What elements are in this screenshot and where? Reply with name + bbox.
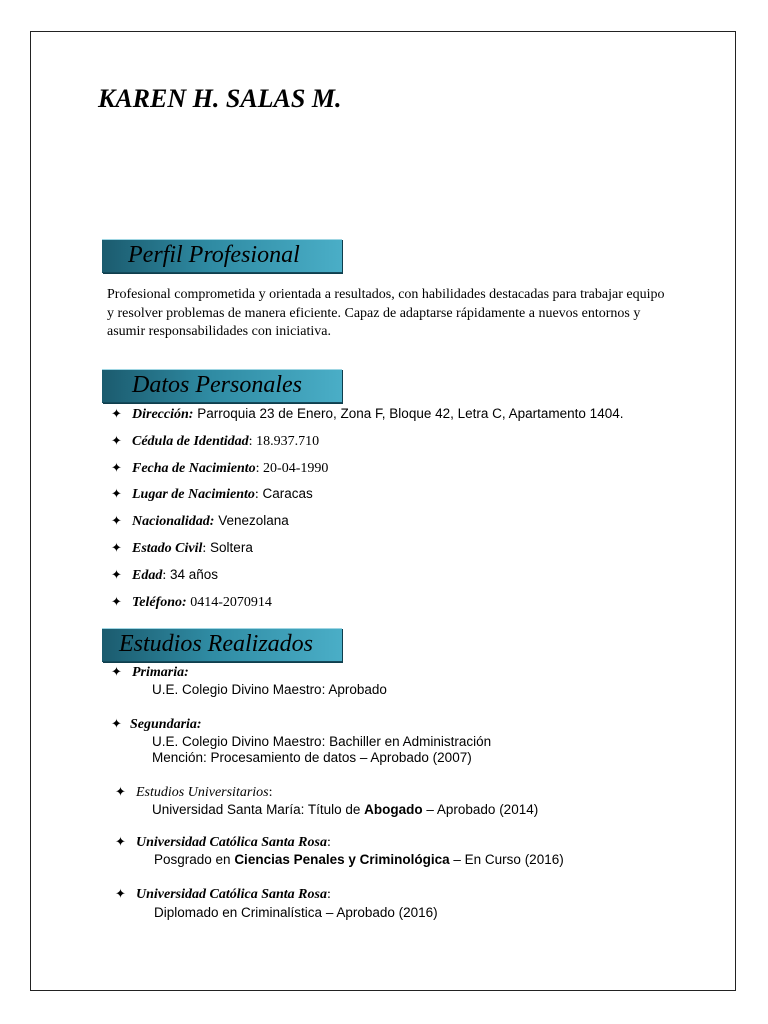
four-point-star-icon: ✦ bbox=[111, 594, 122, 610]
study-detail: U.E. Colegio Divino Maestro: Bachiller en Administración bbox=[152, 734, 492, 749]
personal-data-row: Estado Civil: Soltera bbox=[132, 540, 253, 556]
section-title-datos: Datos Personales bbox=[132, 372, 302, 398]
study-detail: Diplomado en Criminalística – Aprobado (2016) bbox=[154, 905, 438, 920]
personal-data-row: Dirección: Parroquia 23 de Enero, Zona F, Bloque 42, Letra C, Apartamento 1404. bbox=[132, 406, 624, 422]
four-point-star-icon: ✦ bbox=[111, 460, 122, 476]
four-point-star-icon: ✦ bbox=[111, 407, 122, 422]
study-label-segundaria: Segundaria: bbox=[130, 717, 202, 732]
four-point-star-icon: ✦ bbox=[111, 541, 122, 556]
study-detail: Mención: Procesamiento de datos – Aprobado (2007) bbox=[152, 750, 472, 765]
personal-data-row: Cédula de Identidad: 18.937.710 bbox=[132, 433, 320, 449]
section-title-perfil: Perfil Profesional bbox=[128, 242, 300, 268]
four-point-star-icon: ✦ bbox=[111, 433, 122, 449]
candidate-name: KAREN H. SALAS M. bbox=[98, 84, 342, 113]
section-header-estudios bbox=[102, 628, 342, 662]
personal-data-row: Teléfono: 0414-2070914 bbox=[132, 594, 272, 610]
study-label-ucsr-posgrado: Universidad Católica Santa Rosa: bbox=[136, 835, 331, 850]
personal-data-row: Nacionalidad: Venezolana bbox=[132, 513, 289, 530]
personal-data-row: Fecha de Nacimiento: 20-04-1990 bbox=[132, 460, 329, 476]
study-label-universitarios: Estudios Universitarios: bbox=[136, 785, 273, 800]
four-point-star-icon: ✦ bbox=[111, 514, 122, 530]
study-detail: U.E. Colegio Divino Maestro: Aprobado bbox=[152, 682, 387, 697]
study-detail: Universidad Santa María: Título de Abogado – Aprobado (2014) bbox=[152, 802, 539, 817]
four-point-star-icon: ✦ bbox=[111, 487, 122, 503]
section-title-estudios: Estudios Realizados bbox=[119, 631, 314, 657]
four-point-star-icon: ✦ bbox=[115, 887, 126, 902]
four-point-star-icon: ✦ bbox=[111, 567, 122, 583]
personal-data-row: Lugar de Nacimiento: Caracas bbox=[132, 486, 313, 503]
section-header-datos bbox=[102, 369, 342, 403]
profile-text: Profesional comprometida y orientada a resultados, con habilidades destacadas para trabajar equipo y resolver problemas de manera eficiente. Capaz de adaptarse rápidamente a nuevos entornos y asumir responsabilidades con iniciativa. bbox=[107, 287, 665, 339]
section-header-perfil bbox=[102, 239, 342, 273]
study-detail: Posgrado en Ciencias Penales y Criminológica – En Curso (2016) bbox=[154, 852, 564, 867]
study-label-primaria: Primaria: bbox=[132, 665, 189, 680]
four-point-star-icon: ✦ bbox=[111, 717, 122, 732]
study-label-ucsr-diplomado: Universidad Católica Santa Rosa: bbox=[136, 887, 331, 902]
personal-data-row: Edad: 34 años bbox=[132, 566, 219, 583]
four-point-star-icon: ✦ bbox=[115, 785, 126, 800]
four-point-star-icon: ✦ bbox=[115, 835, 126, 850]
four-point-star-icon: ✦ bbox=[111, 665, 122, 680]
